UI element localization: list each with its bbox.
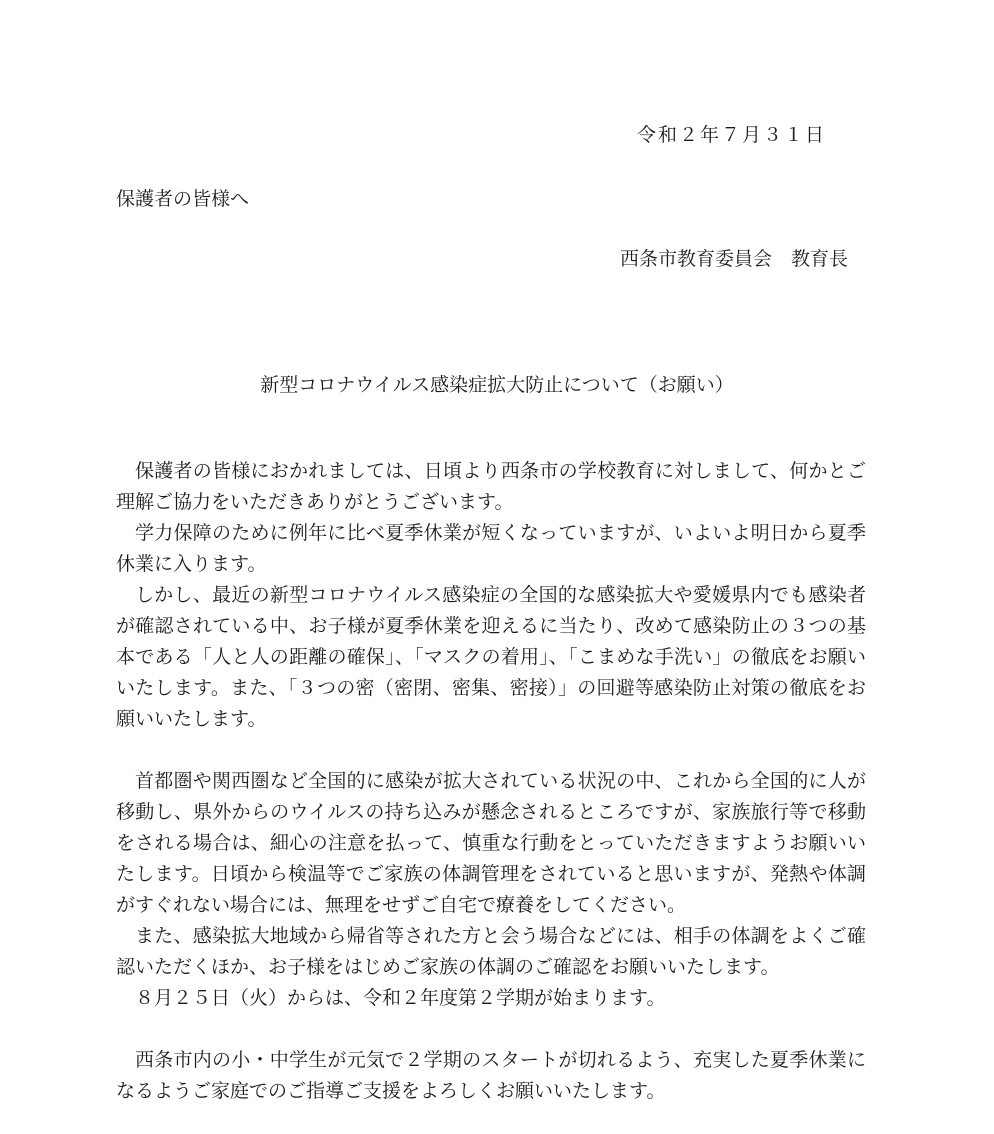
paragraph-gap (116, 735, 866, 766)
addressee: 保護者の皆様へ (116, 188, 250, 210)
document-title: 新型コロナウイルス感染症拡大防止について（お願い） (260, 374, 734, 396)
paragraph-gap (116, 1014, 866, 1045)
paragraph: また、感染拡大地域から帰省等された方と会う場合などには、相手の体調をよくご確認いただくほか、お子様をはじめご家族の体調のご確認をお願いいたします。 (116, 925, 866, 978)
sender: 西条市教育委員会 教育長 (619, 248, 848, 270)
document-date: 令和２年７月３１日 (636, 124, 826, 146)
paragraph: ８月２５日（火）からは、令和２年度第２学期が始まります。 (135, 987, 666, 1009)
paragraph: 西条市内の小・中学生が元気で２学期のスタートが切れるよう、充実した夏季休業になるようご家庭でのご指導ご支援をよろしくお願いいたします。 (116, 1049, 866, 1102)
paragraph: しかし、最近の新型コロナウイルス感染症の全国的な感染拡大や愛媛県内でも感染者が確認されている中、お子様が夏季休業を迎えるに当たり、改めて感染防止の３つの基本である「人と人の距離の確保」、「マスクの着用」、「こまめな手洗い」の徹底をお願いいたします。また、「３つの密（密閉、密集、密接）」の回避等感染防止対策の徹底をお願いいたします。 (116, 584, 866, 730)
paragraph: 首都圏や関西圏など全国的に感染が拡大されている状況の中、これから全国的に人が移動し、県外からのウイルスの持ち込みが懸念されるところですが、家族旅行等で移動をされる場合は、細心の注意を払って、慎重な行動をとっていただきますようお願いいたします。日頃から検温等でご家族の体調管理をされていると思いますが、発熱や体調がすぐれない場合には、無理をせずご自宅で療養をしてください。 (116, 770, 866, 916)
paragraph: 学力保障のために例年に比べ夏季休業が短くなっていますが、いよいよ明日から夏季休業に入ります。 (116, 522, 866, 575)
document-body (116, 456, 866, 1107)
paragraph: 保護者の皆様におかれましては、日頃より西条市の学校教育に対しまして、何かとご理解ご協力をいただきありがとうございます。 (116, 460, 866, 513)
